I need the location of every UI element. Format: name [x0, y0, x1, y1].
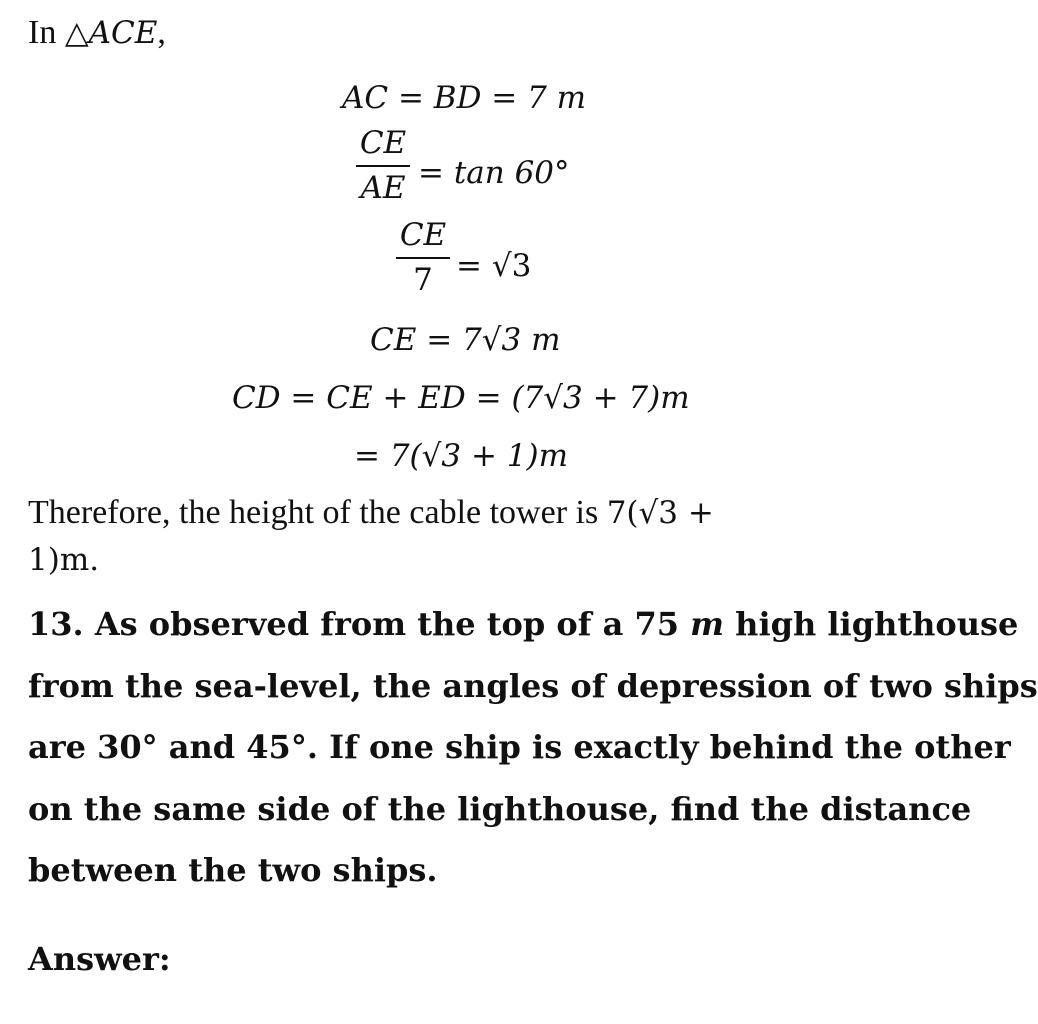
intro-suffix: , [157, 14, 166, 51]
fraction-ce-over-7 [396, 217, 450, 298]
conclusion-line-2: 1)m. [28, 542, 100, 578]
question-line-2: from the sea-level, the angles of depression of two ships [28, 667, 1038, 705]
question-unit-m: m [690, 605, 725, 643]
equation-cd-simplified: = 7(√3 + 1)m [354, 438, 569, 474]
fraction-denominator: AE [360, 170, 406, 206]
intro-line [28, 14, 166, 52]
question-line-1 [28, 605, 1018, 643]
intro-prefix: In [28, 14, 65, 51]
equation-cd-sum: CD = CE + ED = (7√3 + 7)m [232, 380, 690, 416]
conclusion-math: 7(√3 + [606, 495, 714, 531]
fraction-bar [356, 165, 410, 167]
triangle-name: ACE [88, 15, 158, 51]
fraction-ce-over-ae [356, 125, 410, 206]
question-line-3: are 30° and 45°. If one ship is exactly behind the other [28, 728, 1011, 766]
fraction-numerator: CE [359, 125, 407, 161]
fraction-numerator: CE [399, 217, 447, 253]
conclusion-line-1 [28, 494, 714, 532]
equation-ce-value: CE = 7√3 m [370, 322, 561, 358]
question-text-b: high lighthouse [724, 605, 1019, 643]
question-line-4: on the same side of the lighthouse, find the distance [28, 790, 972, 828]
question-text-a: 13. As observed from the top of a 75 [28, 605, 691, 643]
equation-tan-60: = tan 60° [418, 155, 570, 191]
question-line-5: between the two ships. [28, 851, 438, 889]
equation-ac-bd: AC = BD = 7 m [342, 80, 587, 116]
fraction-denominator: 7 [413, 262, 433, 298]
conclusion-text: Therefore, the height of the cable tower is [28, 494, 607, 531]
fraction-bar [396, 257, 450, 259]
triangle-symbol: △ [64, 15, 89, 51]
answer-label: Answer: [28, 940, 171, 978]
equation-root-3: = √3 [456, 248, 532, 284]
